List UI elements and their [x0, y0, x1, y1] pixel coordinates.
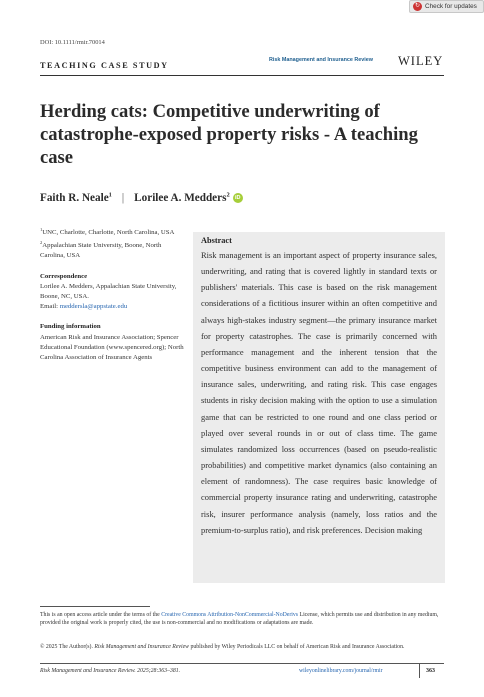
publisher-logo: WILEY	[398, 54, 444, 68]
email-link[interactable]: meddersla@appstate.edu	[59, 303, 128, 311]
footnote-divider	[40, 606, 150, 607]
doi[interactable]: DOI: 10.1111/rmir.70014	[40, 39, 105, 46]
correspondence-text: Lorilee A. Medders, Appalachian State University, Boone, NC, USA.	[40, 282, 177, 301]
abstract-heading: Abstract	[201, 236, 232, 245]
check-for-updates-label: Check for updates	[425, 3, 477, 10]
abstract-box	[193, 232, 445, 583]
article-sidebar	[40, 228, 185, 363]
affiliation: $^1$UNC, Charlotte, Charlotte, North Carolina, USA	[40, 226, 175, 236]
abstract-body: Risk management is an important aspect of property insurance sales, underwriting, and rating that is covered lightly in standard texts or publishers' materials. This case is based on the risk management considerations of a fictitious insurer within an often competitive and always high-stakes industry segment—the primary insurance market for property catastrophes. The case is primarily concerned with performance management and the inherent tension that the competitive business environment can add to the management of insurance sales, underwriting, and rating risk. This case engages students in risky decision making with the option to use a simulation game that can be restricted to one round and one class period or played over several rounds in or out of class time. The game simulates randomized loss occurrences (based on pseudo-realistic probabilities) and competitive market dynamics (also containing an element of randomness). The case requires basic knowledge of commercial property insurance rating and underwriting, catastrophe risk, insurer performance analysis (namely, loss ratios and the premium-to-surplus ratio), and risk preferences. Decision making	[201, 250, 437, 535]
copyright-notice: © 2025 The Author(s). Risk Management and Insurance Review published by Wiley Periodicals LLC on behalf of American Risk and Insurance Association.	[40, 644, 405, 650]
footer-separator	[419, 664, 420, 678]
refresh-icon: ↻	[414, 3, 421, 9]
journal-site-link[interactable]: wileyonlinelibrary.com/journal/rmir	[299, 668, 383, 674]
funding-section	[40, 322, 185, 363]
check-for-updates-button[interactable]	[409, 0, 484, 13]
article-title: Herding cats: Competitive underwriting of catastrophe-exposed property risks - A teaching case	[40, 101, 418, 168]
funding-heading: Funding information	[40, 323, 101, 331]
orcid-icon[interactable]: iD	[233, 193, 243, 203]
correspondence-section	[40, 272, 185, 313]
affiliation: $^2$Appalachian State University, Boone, North Carolina, USA	[40, 239, 162, 260]
license-notice: This is an open access article under the terms of the Creative Commons Attribution-NonCommercial-NoDerivs License, which permits use and distribution in any medium, provided the original work is properly cited, the use is non-commercial and no modifications or adaptations are made.	[40, 612, 439, 627]
correspondence-email: Email: meddersla@appstate.edu	[40, 303, 128, 311]
author-name[interactable]: Lorilee A. Medders$^2$	[134, 191, 230, 204]
funding-text: American Risk and Insurance Association; Spencer Educational Foundation (www.spencered.org); North Carolina Association of Insurance Agents	[40, 333, 184, 362]
journal-badge: Risk Management and Insurance Review	[269, 57, 373, 63]
article-type: TEACHING CASE STUDY	[40, 61, 169, 70]
footer-divider	[40, 663, 444, 664]
correspondence-heading: Correspondence	[40, 272, 88, 280]
author-name[interactable]: Faith R. Neale$^1$	[40, 191, 112, 204]
header-divider	[40, 75, 444, 76]
page-number: 363	[426, 668, 435, 674]
license-link[interactable]: Creative Commons Attribution-NonCommercial-NoDerivs	[161, 612, 299, 618]
author-separator: |	[121, 192, 125, 204]
author-list	[40, 192, 243, 204]
footer-citation: Risk Management and Insurance Review. 2025;28:363–381.	[40, 668, 181, 674]
